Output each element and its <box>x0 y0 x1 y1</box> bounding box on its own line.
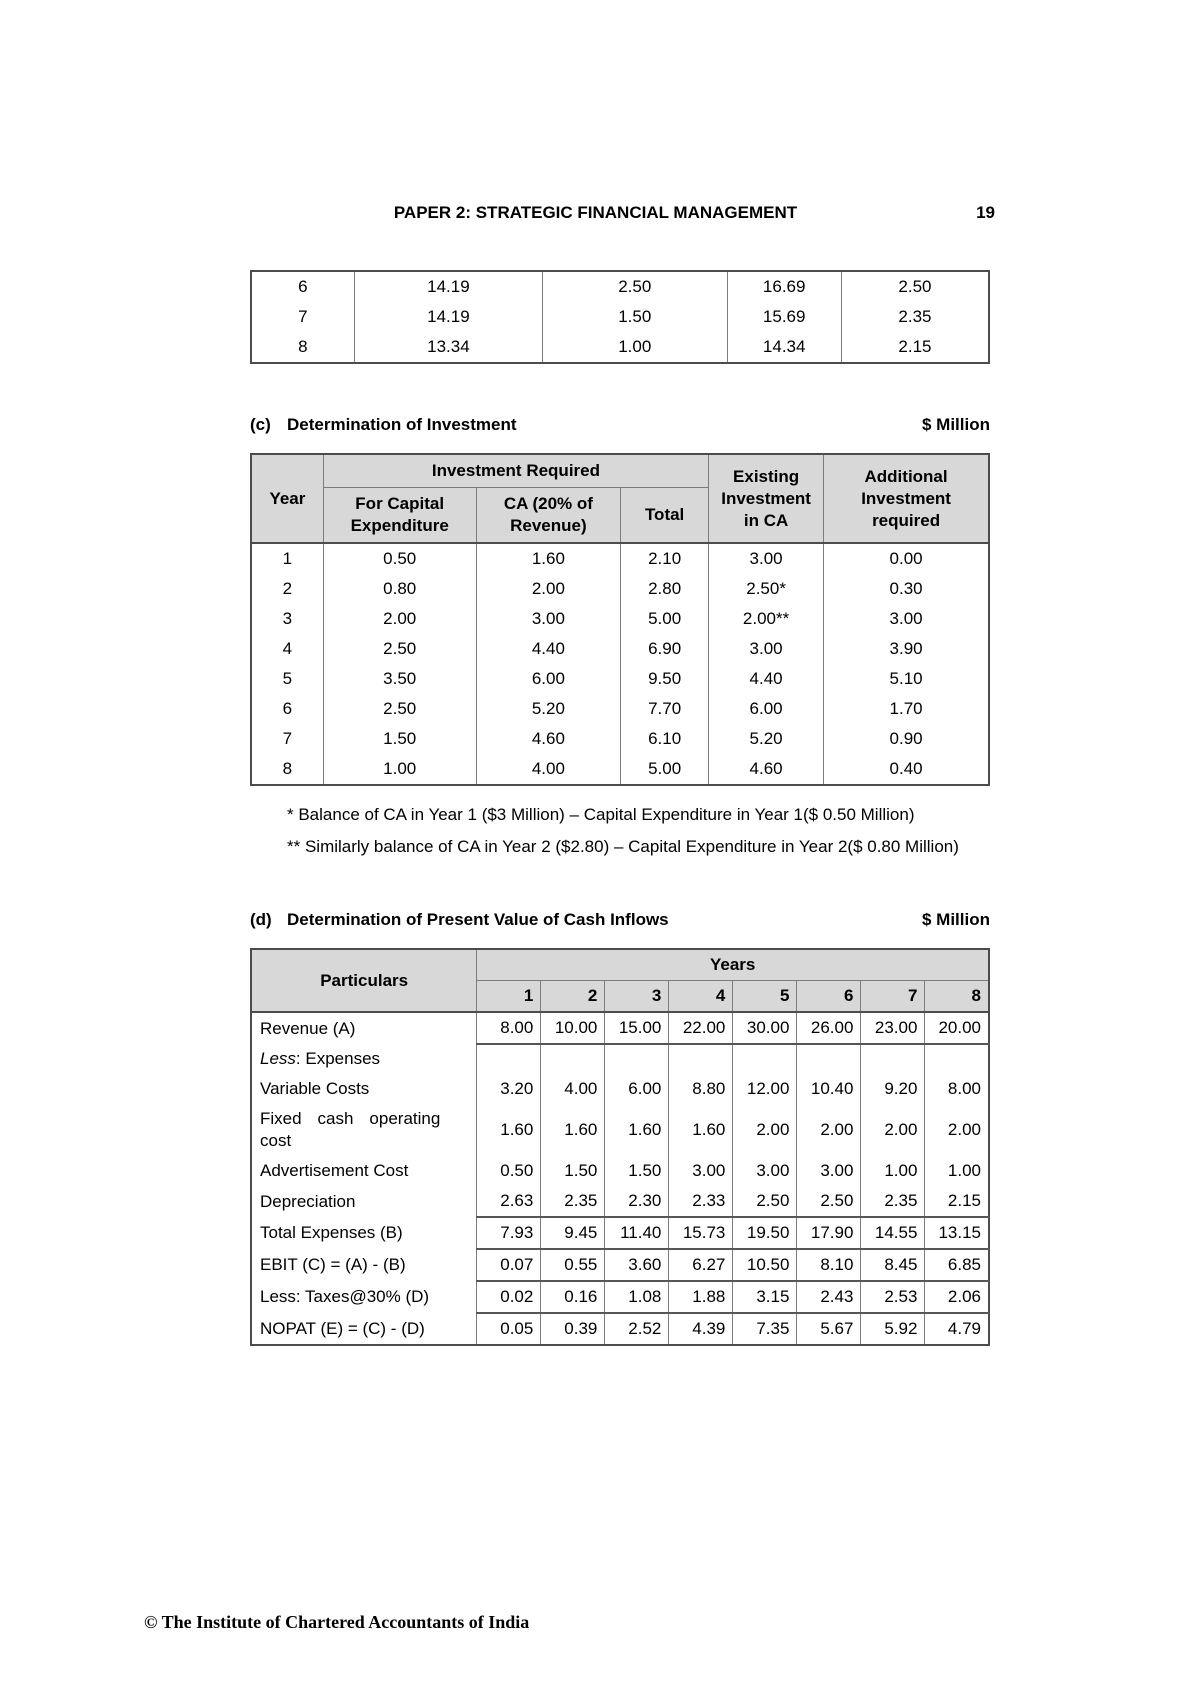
table-cell: 0.30 <box>824 574 989 604</box>
table-cell: 0.00 <box>824 543 989 574</box>
table-cell: 2.35 <box>841 302 989 332</box>
table-cell: 5.10 <box>824 664 989 694</box>
table-cell: 3.00 <box>709 634 824 664</box>
table-cell: 1.60 <box>541 1104 605 1156</box>
table-cell: 16.69 <box>727 271 841 302</box>
table-cell: 1.70 <box>824 694 989 724</box>
table-row-variable-costs <box>251 1074 989 1104</box>
table-cell: 15.69 <box>727 302 841 332</box>
row-label: NOPAT (E) = (C) - (D) <box>260 1318 425 1338</box>
table-row <box>251 724 989 754</box>
table-cell <box>925 1044 989 1074</box>
table-cell: 4.60 <box>476 724 621 754</box>
table-cell: 6.00 <box>709 694 824 724</box>
table-cell: 8 <box>251 754 323 785</box>
row-label: Less: Expenses <box>260 1049 381 1068</box>
table-cell: 8.00 <box>925 1074 989 1104</box>
table-cell: 2.00** <box>709 604 824 634</box>
table-cell: 0.90 <box>824 724 989 754</box>
table-cell: 2.50 <box>733 1186 797 1217</box>
table-cell: 2.35 <box>861 1186 925 1217</box>
copyright-footer: © The Institute of Chartered Accountants of India <box>144 1612 530 1632</box>
table-cell: 5 <box>733 981 797 1013</box>
table-cell: 2.00 <box>925 1104 989 1156</box>
table-cell: 13.34 <box>354 332 542 363</box>
table-row <box>251 604 989 634</box>
table-cell <box>669 1044 733 1074</box>
table-cell: 15.00 <box>605 1012 669 1044</box>
carried-over-table <box>250 270 990 364</box>
table-row <box>251 543 989 574</box>
table-cell: 14.19 <box>354 302 542 332</box>
table-row-ebit <box>251 1249 989 1281</box>
table-cell: 2.50 <box>323 634 476 664</box>
table-row <box>251 574 989 604</box>
table-cell: 22.00 <box>669 1012 733 1044</box>
table-cell: 23.00 <box>861 1012 925 1044</box>
page-header <box>0 0 1191 224</box>
table-cell: 5.00 <box>621 754 709 785</box>
table-cell: 5.92 <box>861 1313 925 1345</box>
table-cell: 4.60 <box>709 754 824 785</box>
row-label: Variable Costs <box>260 1079 370 1098</box>
column-header-total: Total <box>621 488 709 544</box>
table-cell <box>797 1044 861 1074</box>
table-cell: 3.00 <box>733 1156 797 1186</box>
table-cell: 3.00 <box>797 1156 861 1186</box>
section-d-heading <box>250 908 990 932</box>
table-cell: 8.10 <box>797 1249 861 1281</box>
column-header-particulars: Particulars <box>251 949 477 1012</box>
table-row-revenue <box>251 1012 989 1044</box>
column-header-year: Year <box>251 454 323 543</box>
investment-table <box>250 453 990 786</box>
table-cell: 2.53 <box>861 1281 925 1313</box>
table-cell: 2.80 <box>621 574 709 604</box>
section-c-title: Determination of Investment <box>287 415 517 434</box>
table-cell: 8.80 <box>669 1074 733 1104</box>
table-cell: 14.55 <box>861 1217 925 1249</box>
table-cell: 1.50 <box>605 1156 669 1186</box>
table-cell: 3.60 <box>605 1249 669 1281</box>
table-cell: 1.00 <box>543 332 728 363</box>
table-cell: 17.90 <box>797 1217 861 1249</box>
table-cell <box>541 1044 605 1074</box>
table-cell: 0.50 <box>477 1156 541 1186</box>
table-cell: 0.50 <box>323 543 476 574</box>
table-cell: 0.39 <box>541 1313 605 1345</box>
table-cell: 10.40 <box>797 1074 861 1104</box>
table-cell: 3 <box>251 604 323 634</box>
table-cell: 2.52 <box>605 1313 669 1345</box>
table-cell: 2.00 <box>323 604 476 634</box>
table-cell: 1.88 <box>669 1281 733 1313</box>
table-cell: 0.80 <box>323 574 476 604</box>
table-cell: 2.15 <box>925 1186 989 1217</box>
table-cell <box>733 1044 797 1074</box>
table-row <box>251 754 989 785</box>
table-row <box>251 332 989 363</box>
table-cell: 8 <box>925 981 989 1013</box>
table-cell: 7.93 <box>477 1217 541 1249</box>
table-cell: 4.79 <box>925 1313 989 1345</box>
table-cell: 2 <box>251 574 323 604</box>
table-cell: 1.08 <box>605 1281 669 1313</box>
table-cell: 2.50 <box>841 271 989 302</box>
table-cell: 1.60 <box>477 1104 541 1156</box>
table-cell: 6.10 <box>621 724 709 754</box>
table-cell: 2.00 <box>797 1104 861 1156</box>
table-cell: 3.20 <box>477 1074 541 1104</box>
table-cell: 20.00 <box>925 1012 989 1044</box>
column-header-capex: For Capital Expenditure <box>323 488 476 544</box>
table-cell: 15.73 <box>669 1217 733 1249</box>
table-cell: 8 <box>251 332 354 363</box>
table-cell: 6 <box>251 694 323 724</box>
table-cell: 5.20 <box>476 694 621 724</box>
footnote-double-asterisk: ** Similarly balance of CA in Year 2 ($2.80) – Capital Expenditure in Year 2($ 0.80 Million) <box>287 837 959 856</box>
table-cell: 4.39 <box>669 1313 733 1345</box>
section-d-unit: $ Million <box>922 910 990 929</box>
table-cell: 9.50 <box>621 664 709 694</box>
section-d-title: Determination of Present Value of Cash Inflows <box>287 910 669 929</box>
table-cell: 2.50* <box>709 574 824 604</box>
table-cell: 6.85 <box>925 1249 989 1281</box>
table-cell: 6.00 <box>476 664 621 694</box>
table-cell: 1.50 <box>541 1156 605 1186</box>
table-row-fixed-cash-operating-cost <box>251 1104 989 1156</box>
table-cell: 2.35 <box>541 1186 605 1217</box>
table-cell: 4 <box>251 634 323 664</box>
table-cell: 12.00 <box>733 1074 797 1104</box>
table-cell: 0.05 <box>477 1313 541 1345</box>
row-label: Less: Taxes@30% (D) <box>260 1287 430 1306</box>
table-cell: 2.63 <box>477 1186 541 1217</box>
table-row-depreciation <box>251 1186 989 1217</box>
footnote-single-asterisk: * Balance of CA in Year 1 ($3 Million) – Capital Expenditure in Year 1($ 0.50 Million) <box>287 805 915 824</box>
column-header-investment-required: Investment Required <box>323 454 708 488</box>
table-cell: 10.50 <box>733 1249 797 1281</box>
table-cell: 7 <box>861 981 925 1013</box>
table-cell: 2.00 <box>476 574 621 604</box>
table-header-row <box>251 454 989 488</box>
table-row-nopat <box>251 1313 989 1345</box>
table-cell: 2.00 <box>733 1104 797 1156</box>
table-cell: 0.02 <box>477 1281 541 1313</box>
table-cell: 4.40 <box>476 634 621 664</box>
table-cell: 1.00 <box>323 754 476 785</box>
section-c-heading <box>250 413 990 437</box>
section-d-label: (d) <box>250 910 272 929</box>
column-header-years: Years <box>477 949 989 981</box>
table-cell <box>861 1044 925 1074</box>
table-cell: 10.00 <box>541 1012 605 1044</box>
table-cell: 0.55 <box>541 1249 605 1281</box>
row-label: Depreciation <box>260 1191 356 1211</box>
column-header-additional-investment: Additional Investment required <box>824 454 989 543</box>
table-cell: 19.50 <box>733 1217 797 1249</box>
page-number: 19 <box>976 203 995 222</box>
table-cell: 11.40 <box>605 1217 669 1249</box>
table-cell: 6 <box>797 981 861 1013</box>
table-cell: 6.00 <box>605 1074 669 1104</box>
table-cell: 3.00 <box>709 543 824 574</box>
table-cell: 9.20 <box>861 1074 925 1104</box>
table-row <box>251 302 989 332</box>
table-cell: 1.60 <box>476 543 621 574</box>
table-cell: 2.00 <box>861 1104 925 1156</box>
table-cell: 2.10 <box>621 543 709 574</box>
table-row-taxes <box>251 1281 989 1313</box>
table-cell: 4 <box>669 981 733 1013</box>
table-cell: 4.00 <box>541 1074 605 1104</box>
table-cell: 1 <box>251 543 323 574</box>
table-cell: 13.15 <box>925 1217 989 1249</box>
page-content <box>250 270 990 1346</box>
table-row-less-expenses <box>251 1044 989 1074</box>
table-row-total-expenses <box>251 1217 989 1249</box>
table-cell: 7 <box>251 302 354 332</box>
section-c-unit: $ Million <box>922 415 990 434</box>
table-cell: 1.00 <box>925 1156 989 1186</box>
section-c-label: (c) <box>250 415 271 434</box>
table-cell: 2.50 <box>797 1186 861 1217</box>
table-cell: 26.00 <box>797 1012 861 1044</box>
table-cell: 7 <box>251 724 323 754</box>
page-title: PAPER 2: STRATEGIC FINANCIAL MANAGEMENT <box>393 203 798 222</box>
table-cell: 5.20 <box>709 724 824 754</box>
table-row <box>251 271 989 302</box>
table-cell: 3 <box>605 981 669 1013</box>
table-cell: 3.15 <box>733 1281 797 1313</box>
table-cell: 14.19 <box>354 271 542 302</box>
table-cell: 3.00 <box>824 604 989 634</box>
table-cell: 3.50 <box>323 664 476 694</box>
table-cell: 3.00 <box>669 1156 733 1186</box>
table-cell: 3.00 <box>476 604 621 634</box>
table-cell: 0.40 <box>824 754 989 785</box>
table-cell <box>477 1044 541 1074</box>
table-cell: 1.50 <box>323 724 476 754</box>
table-row-advertisement-cost <box>251 1156 989 1186</box>
table-cell: 5.67 <box>797 1313 861 1345</box>
table-cell: 2.06 <box>925 1281 989 1313</box>
table-cell: 2.50 <box>543 271 728 302</box>
table-cell: 30.00 <box>733 1012 797 1044</box>
table-header-row <box>251 949 989 981</box>
row-label: Advertisement Cost <box>260 1161 409 1180</box>
pv-cash-inflows-table <box>250 948 990 1346</box>
table-cell: 0.07 <box>477 1249 541 1281</box>
table-cell: 6.90 <box>621 634 709 664</box>
table-cell: 8.00 <box>477 1012 541 1044</box>
table-row <box>251 694 989 724</box>
table-cell: 1.60 <box>605 1104 669 1156</box>
table-cell: 0.16 <box>541 1281 605 1313</box>
table-cell: 7.35 <box>733 1313 797 1345</box>
table-cell: 4.40 <box>709 664 824 694</box>
table-cell: 1.60 <box>669 1104 733 1156</box>
table-cell: 2 <box>541 981 605 1013</box>
table-cell: 1.00 <box>861 1156 925 1186</box>
column-header-existing-investment: Existing Investment in CA <box>709 454 824 543</box>
table-cell: 8.45 <box>861 1249 925 1281</box>
table-cell: 2.30 <box>605 1186 669 1217</box>
table-cell: 4.00 <box>476 754 621 785</box>
row-label: Total Expenses (B) <box>260 1223 403 1242</box>
table-cell: 14.34 <box>727 332 841 363</box>
table-cell: 5.00 <box>621 604 709 634</box>
row-label: Revenue (A) <box>260 1018 356 1038</box>
row-label: EBIT (C) = (A) - (B) <box>260 1255 406 1274</box>
table-cell: 3.90 <box>824 634 989 664</box>
table-cell: 7.70 <box>621 694 709 724</box>
table-cell: 5 <box>251 664 323 694</box>
table-cell: 9.45 <box>541 1217 605 1249</box>
table-cell: 2.50 <box>323 694 476 724</box>
table-cell: 2.15 <box>841 332 989 363</box>
table-cell <box>605 1044 669 1074</box>
column-header-ca: CA (20% of Revenue) <box>476 488 621 544</box>
table-cell: 2.43 <box>797 1281 861 1313</box>
row-label: Fixed cash operating cost <box>260 1109 441 1150</box>
table-row <box>251 664 989 694</box>
table-cell: 1.50 <box>543 302 728 332</box>
table-cell: 2.33 <box>669 1186 733 1217</box>
table-cell: 1 <box>477 981 541 1013</box>
table-cell: 6.27 <box>669 1249 733 1281</box>
table-row <box>251 634 989 664</box>
table-cell: 6 <box>251 271 354 302</box>
